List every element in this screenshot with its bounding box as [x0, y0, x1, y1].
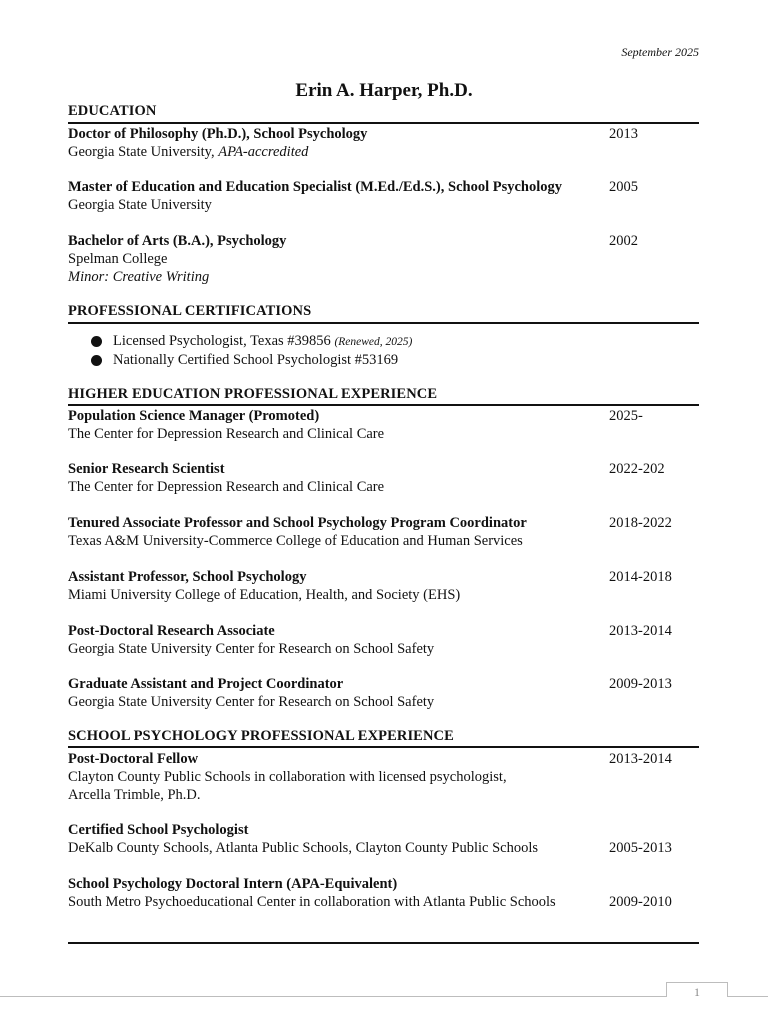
position-title: School Psychology Doctoral Intern (APA-Equivalent): [68, 876, 398, 892]
bullet-icon: [91, 336, 102, 347]
position-title: Graduate Assistant and Project Coordinator: [68, 676, 344, 692]
position-organization: The Center for Depression Research and Clinical Care: [68, 479, 385, 495]
bullet-icon: [91, 355, 102, 366]
section-heading-education: EDUCATION: [68, 103, 157, 119]
degree-year: 2005: [609, 179, 638, 195]
position-organization: Miami University College of Education, Health, and Society (EHS): [68, 587, 461, 603]
position-title: Post-Doctoral Research Associate: [68, 623, 275, 639]
position-years: 2013-2014: [609, 623, 672, 639]
list-item: Licensed Psychologist, Texas #39856 (Renewed, 2025): [90, 332, 412, 351]
position-years: 2009-2013: [609, 676, 672, 692]
degree-institution: Spelman College: [68, 251, 168, 267]
education-entry: [68, 232, 699, 286]
degree-title: Master of Education and Education Specialist (M.Ed./Ed.S.), School Psychology: [68, 179, 562, 195]
education-entry: [68, 125, 699, 161]
education-entry: [68, 178, 699, 214]
position-title: Tenured Associate Professor and School Psychology Program Coordinator: [68, 515, 527, 531]
list-item: Nationally Certified School Psychologist #53169: [90, 351, 412, 369]
experience-entry: [68, 750, 699, 804]
experience-entry: [68, 821, 699, 857]
position-years: 2013-2014: [609, 751, 672, 767]
experience-entry: [68, 514, 699, 550]
degree-institution: Georgia State University, APA-accredited: [68, 144, 309, 160]
document-date: September 2025: [621, 45, 699, 59]
position-organization: DeKalb County Schools, Atlanta Public Schools, Clayton County Public Schools: [68, 840, 539, 856]
experience-entry: [68, 568, 699, 604]
document-end-divider: [68, 942, 699, 944]
section-divider: [68, 404, 699, 406]
degree-title: Doctor of Philosophy (Ph.D.), School Psychology: [68, 126, 368, 142]
position-organization: Georgia State University Center for Research on School Safety: [68, 694, 435, 710]
position-years: 2022-202: [609, 461, 665, 477]
degree-title: Bachelor of Arts (B.A.), Psychology: [68, 233, 287, 249]
experience-entry: [68, 460, 699, 496]
accreditation-note: APA-accredited: [218, 144, 309, 160]
section-heading-school-psych: SCHOOL PSYCHOLOGY PROFESSIONAL EXPERIENCE: [68, 728, 454, 744]
position-organization: Clayton County Public Schools in collaboration with licensed psychologist,: [68, 769, 507, 785]
position-title: Senior Research Scientist: [68, 461, 225, 477]
section-divider: [68, 746, 699, 748]
degree-year: 2002: [609, 233, 638, 249]
position-years: 2025-: [609, 408, 643, 424]
position-years: 2005-2013: [609, 840, 672, 856]
position-years: 2014-2018: [609, 569, 672, 585]
degree-minor: Minor: Creative Writing: [68, 269, 210, 285]
position-title: Assistant Professor, School Psychology: [68, 569, 307, 585]
position-organization: South Metro Psychoeducational Center in collaboration with Atlanta Public Schools: [68, 894, 556, 910]
footer-divider: [0, 996, 768, 997]
position-organization-continued: Arcella Trimble, Ph.D.: [68, 787, 201, 803]
degree-year: 2013: [609, 126, 638, 142]
position-organization: Texas A&M University-Commerce College of Education and Human Services: [68, 533, 523, 549]
page-number: 1: [666, 982, 728, 997]
degree-institution: Georgia State University: [68, 197, 212, 213]
position-organization: Georgia State University Center for Research on School Safety: [68, 641, 435, 657]
position-years: 2009-2010: [609, 894, 672, 910]
experience-entry: [68, 622, 699, 658]
experience-entry: [68, 407, 699, 443]
section-divider: [68, 322, 699, 324]
experience-entry: [68, 675, 699, 711]
certification-list: [90, 332, 412, 369]
experience-entry: [68, 875, 699, 911]
position-years: 2018-2022: [609, 515, 672, 531]
position-title: Post-Doctoral Fellow: [68, 751, 199, 767]
section-divider: [68, 122, 699, 124]
position-title: Certified School Psychologist: [68, 822, 249, 838]
section-heading-certifications: PROFESSIONAL CERTIFICATIONS: [68, 303, 312, 319]
page-title: Erin A. Harper, Ph.D.: [295, 80, 473, 101]
position-title: Population Science Manager (Promoted): [68, 408, 320, 424]
position-organization: The Center for Depression Research and Clinical Care: [68, 426, 385, 442]
renewal-note: (Renewed, 2025): [334, 336, 413, 348]
section-heading-higher-ed: HIGHER EDUCATION PROFESSIONAL EXPERIENCE: [68, 386, 438, 402]
